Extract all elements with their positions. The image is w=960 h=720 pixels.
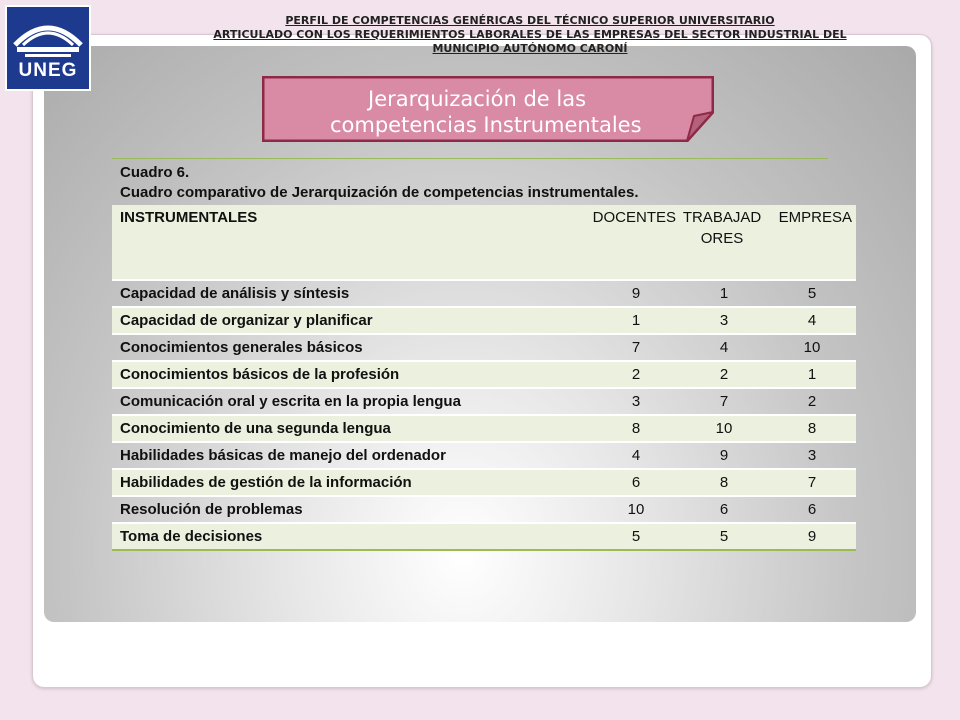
row-trabajadores: 7 (680, 388, 768, 415)
header-line-3: MUNICIPIO AUTÓNOMO CARONÍ (432, 42, 628, 55)
row-docentes: 4 (592, 442, 680, 469)
row-docentes: 10 (592, 496, 680, 523)
table-row (112, 280, 856, 307)
table-row (112, 523, 856, 550)
table-row (112, 388, 856, 415)
caption-number: Cuadro 6. (120, 164, 190, 181)
table-row (112, 496, 856, 523)
row-competencia: Capacidad de análisis y síntesis (112, 280, 592, 307)
row-trabajadores: 2 (680, 361, 768, 388)
row-docentes: 8 (592, 415, 680, 442)
row-docentes: 6 (592, 469, 680, 496)
row-empresa: 6 (768, 496, 856, 523)
row-competencia: Conocimientos generales básicos (112, 334, 592, 361)
row-trabajadores: 3 (680, 307, 768, 334)
row-empresa: 9 (768, 523, 856, 550)
row-trabajadores: 6 (680, 496, 768, 523)
row-competencia: Comunicación oral y escrita en la propia lengua (112, 388, 592, 415)
row-competencia: Habilidades de gestión de la información (112, 469, 592, 496)
competencias-table (112, 205, 856, 551)
header-trabajadores: TRABAJAD ORES (680, 205, 768, 280)
section-banner (262, 76, 714, 142)
row-docentes: 2 (592, 361, 680, 388)
logo-text: UNEG (18, 60, 78, 81)
header-title (110, 14, 950, 56)
table-row (112, 469, 856, 496)
row-empresa: 7 (768, 469, 856, 496)
row-trabajadores: 9 (680, 442, 768, 469)
table-row (112, 307, 856, 334)
row-docentes: 7 (592, 334, 680, 361)
row-competencia: Toma de decisiones (112, 523, 592, 550)
banner-title-line-1: Jerarquización de las (368, 87, 587, 111)
row-competencia: Habilidades básicas de manejo del ordenador (112, 442, 592, 469)
row-trabajadores: 8 (680, 469, 768, 496)
row-docentes: 9 (592, 280, 680, 307)
row-docentes: 5 (592, 523, 680, 550)
banner-title (262, 86, 702, 138)
row-empresa: 3 (768, 442, 856, 469)
table-row (112, 442, 856, 469)
row-trabajadores: 5 (680, 523, 768, 550)
table-caption (112, 158, 828, 203)
row-competencia: Conocimiento de una segunda lengua (112, 415, 592, 442)
row-competencia: Resolución de problemas (112, 496, 592, 523)
table-row (112, 415, 856, 442)
table-row (112, 334, 856, 361)
table-row (112, 361, 856, 388)
row-trabajadores: 1 (680, 280, 768, 307)
header-line-2: ARTICULADO CON LOS REQUERIMIENTOS LABORALES DE LAS EMPRESAS DEL SECTOR INDUSTRIAL DEL (213, 28, 847, 41)
caption-description: Cuadro comparativo de Jerarquización de competencias instrumentales. (120, 184, 639, 201)
header-docentes: DOCENTES (592, 205, 680, 280)
row-empresa: 8 (768, 415, 856, 442)
row-competencia: Capacidad de organizar y planificar (112, 307, 592, 334)
row-empresa: 2 (768, 388, 856, 415)
row-empresa: 5 (768, 280, 856, 307)
header-line-1: PERFIL DE COMPETENCIAS GENÉRICAS DEL TÉCNICO SUPERIOR UNIVERSITARIO (285, 14, 775, 27)
header-instrumentales: INSTRUMENTALES (112, 205, 592, 280)
row-docentes: 1 (592, 307, 680, 334)
row-empresa: 10 (768, 334, 856, 361)
banner-title-line-2: competencias Instrumentales (330, 113, 642, 137)
table-header-row (112, 205, 856, 280)
header-empresa: EMPRESA (768, 205, 856, 280)
row-empresa: 1 (768, 361, 856, 388)
row-competencia: Conocimientos básicos de la profesión (112, 361, 592, 388)
row-trabajadores: 10 (680, 415, 768, 442)
row-trabajadores: 4 (680, 334, 768, 361)
row-empresa: 4 (768, 307, 856, 334)
row-docentes: 3 (592, 388, 680, 415)
uneg-logo (5, 5, 91, 91)
